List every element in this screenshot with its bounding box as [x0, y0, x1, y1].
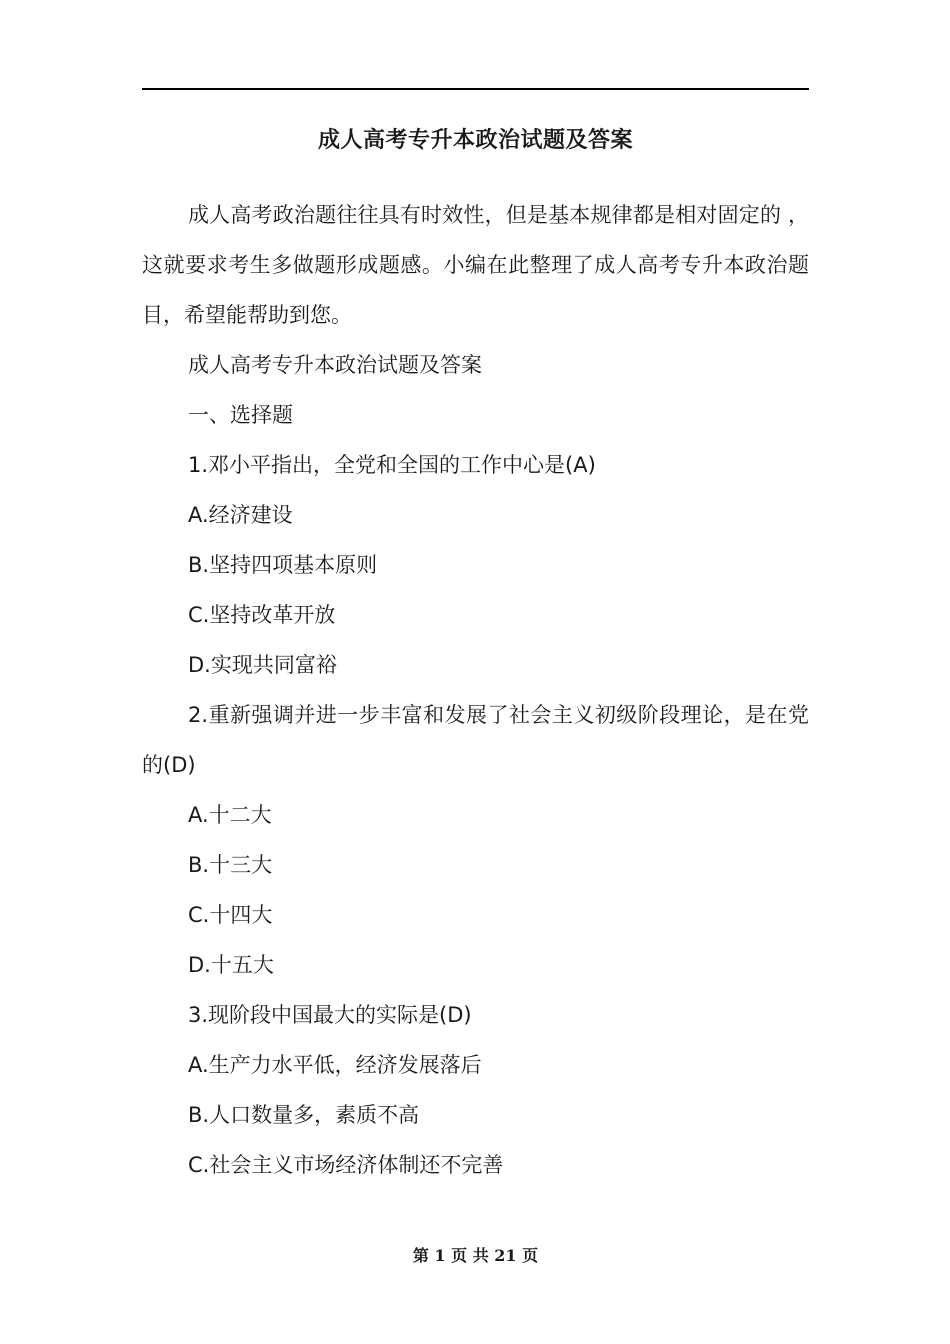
question-2-option-c: C.十四大 [188, 903, 273, 927]
page-number-footer: 第 1 页 共 21 页 [412, 1246, 539, 1265]
question-2-option-b: B.十三大 [188, 853, 273, 877]
header-rule [142, 88, 809, 90]
question-3: 3.现阶段中国最大的实际是(D) [188, 1003, 472, 1027]
part-heading: 一、选择题 [188, 403, 293, 427]
document-title: 成人高考专升本政治试题及答案 [317, 128, 633, 153]
question-2-option-a: A.十二大 [188, 803, 272, 827]
question-3-option-c: C.社会主义市场经济体制还不完善 [188, 1153, 504, 1177]
question-2-option-d: D.十五大 [188, 953, 274, 977]
question-1-option-b: B.坚持四项基本原则 [188, 553, 378, 577]
question-1-option-a: A.经济建设 [188, 503, 293, 527]
question-1-option-c: C.坚持改革开放 [188, 603, 336, 627]
intro-paragraph: 成人高考政治题往往具有时效性，但是基本规律都是相对固定的 ，这就要求考生多做题形成题感。小编在此整理了成人高考专升本政治题目，希望能帮助到您。 [142, 203, 809, 327]
question-3-option-b: B.人口数量多，素质不高 [188, 1103, 420, 1127]
question-1-option-d: D.实现共同富裕 [188, 653, 337, 677]
question-1: 1.邓小平指出，全党和全国的工作中心是(A) [188, 453, 596, 477]
section-heading: 成人高考专升本政治试题及答案 [188, 353, 482, 377]
question-2: 2.重新强调并进一步丰富和发展了社会主义初级阶段理论，是在党的(D) [142, 703, 809, 777]
question-3-option-a: A.生产力水平低，经济发展落后 [188, 1053, 482, 1077]
document-body [142, 190, 809, 1190]
